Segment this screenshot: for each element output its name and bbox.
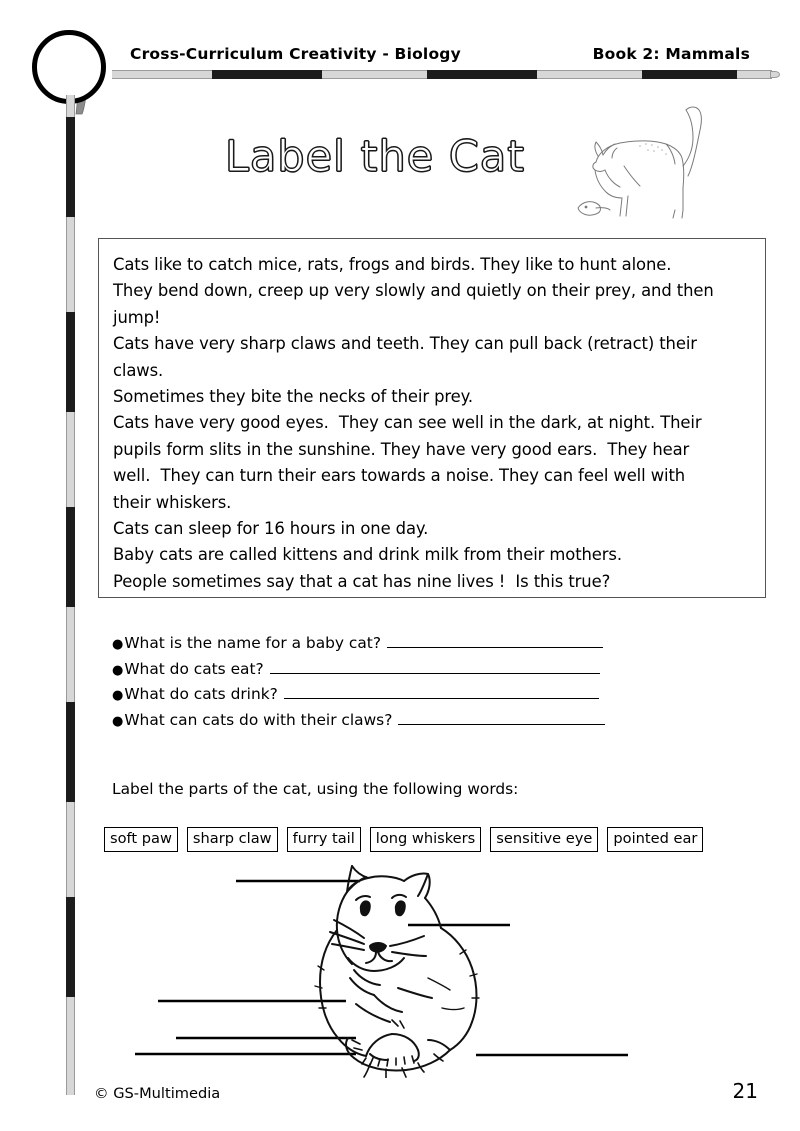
word-box[interactable]: long whiskers <box>370 827 482 852</box>
bullet-icon: ● <box>112 662 124 678</box>
bullet-icon: ● <box>112 688 124 703</box>
passage-line: pupils form slits in the sunshine. They have very good ears. They hear <box>113 439 690 459</box>
cat-stalking-mouse-icon <box>562 88 722 228</box>
answer-blank[interactable] <box>398 712 605 725</box>
logo-ring <box>32 30 106 104</box>
page-number: 21 <box>732 1079 758 1103</box>
passage-line: Cats have very sharp claws and teeth. They can pull back (retract) their <box>113 334 697 354</box>
passage-line: They bend down, creep up very slowly and quietly on their prey, and then <box>113 281 714 301</box>
footer-copyright: © GS-Multimedia <box>94 1085 221 1102</box>
header-book-label: Book 2: Mammals <box>592 45 750 63</box>
bullet-icon: ● <box>112 713 124 729</box>
passage-line: claws. <box>113 360 164 380</box>
passage-line: People sometimes say that a cat has nine lives ! Is this true? <box>113 571 611 591</box>
question-text: What do cats drink? <box>124 685 278 703</box>
passage-line: jump! <box>113 307 161 327</box>
passage-line: Cats can sleep for 16 hours in one day. <box>113 519 429 539</box>
question-row <box>112 634 672 660</box>
labelling-instruction: Label the parts of the cat, using the following words: <box>112 780 519 798</box>
question-text: What do cats eat? <box>124 659 264 678</box>
sidebar-decorative-rule <box>66 95 75 1095</box>
header-decorative-rule <box>112 70 772 79</box>
answer-blank[interactable] <box>387 635 603 648</box>
question-row <box>112 660 672 686</box>
word-bank <box>104 827 703 852</box>
passage-line: Cats like to catch mice, rats, frogs and birds. They like to hunt alone. <box>113 255 672 274</box>
sitting-cat-icon <box>315 866 479 1078</box>
passage-line: well. They can turn their ears towards a noise. They can feel well with <box>113 466 686 486</box>
word-box[interactable]: pointed ear <box>607 827 703 852</box>
word-box[interactable]: furry tail <box>287 827 361 852</box>
question-text: What is the name for a baby cat? <box>124 634 381 652</box>
word-box[interactable]: sensitive eye <box>490 827 598 852</box>
passage-line: their whiskers. <box>113 492 232 512</box>
passage-line: Sometimes they bite the necks of their prey. <box>113 387 474 407</box>
page-title: Label the Cat <box>225 132 526 182</box>
word-box[interactable]: sharp claw <box>187 827 278 852</box>
header-title: Cross-Curriculum Creativity - Biology <box>130 45 461 63</box>
question-row <box>112 711 672 737</box>
passage-line: Cats have very good eyes. They can see well in the dark, at night. Their <box>113 413 702 433</box>
reading-passage-box <box>98 238 766 598</box>
passage-line: Baby cats are called kittens and drink milk from their mothers. <box>113 545 622 565</box>
elephant-logo <box>32 30 118 116</box>
question-text: What can cats do with their claws? <box>124 710 393 729</box>
bullet-icon: ● <box>112 637 124 652</box>
cat-labelling-diagram <box>98 858 738 1078</box>
question-row <box>112 685 672 711</box>
word-box[interactable]: soft paw <box>104 827 178 852</box>
question-list <box>112 634 672 736</box>
leader-lines <box>135 881 628 1055</box>
answer-blank[interactable] <box>270 661 600 674</box>
answer-blank[interactable] <box>284 686 599 699</box>
